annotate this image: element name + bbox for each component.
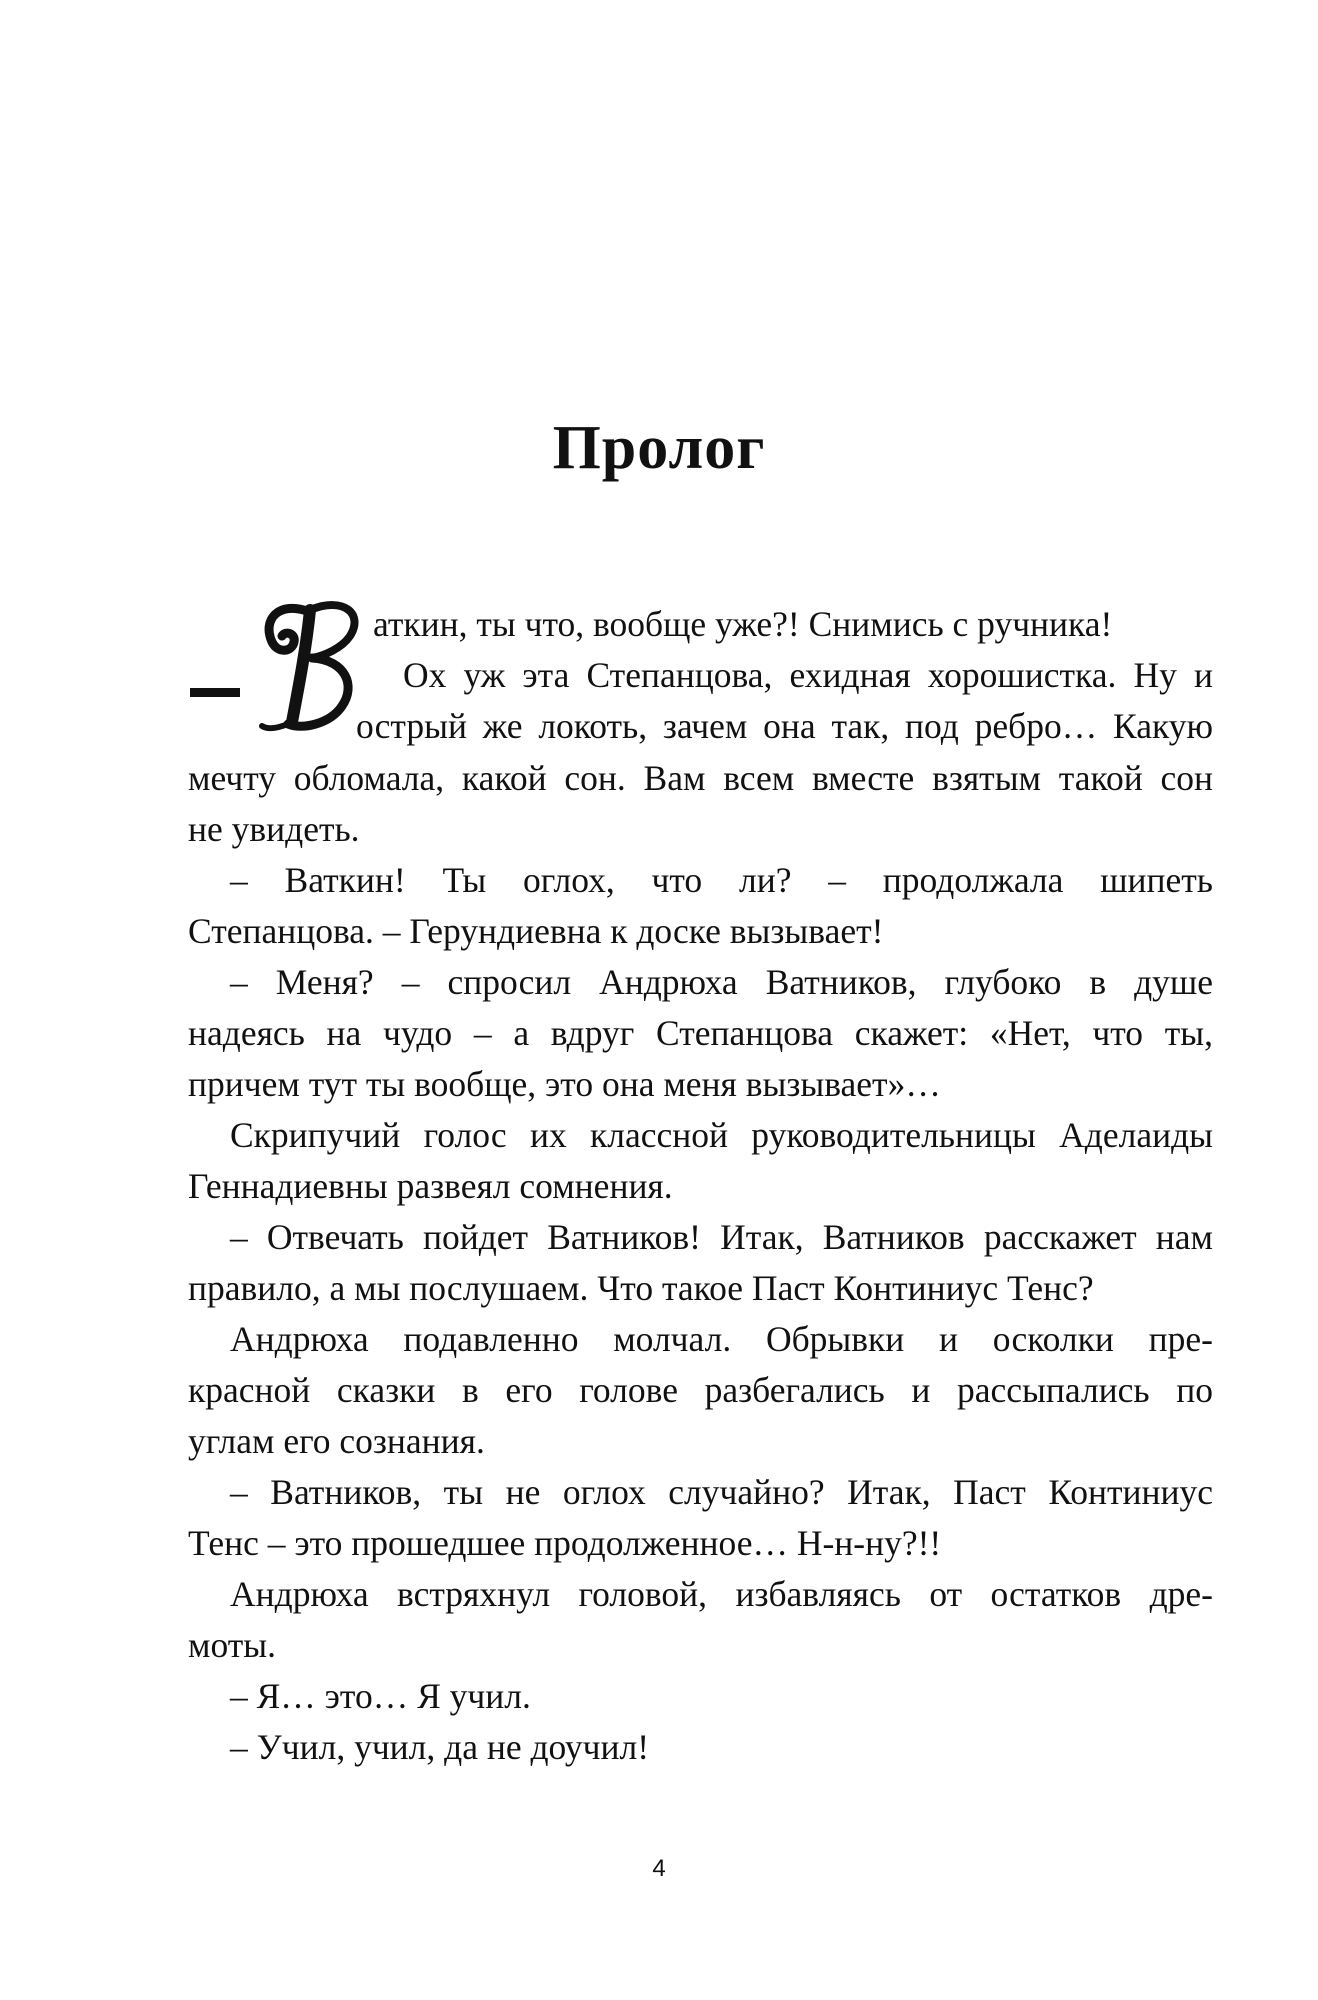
text-line: аткин, ты что, вообще уже?! Снимись с ручника! (373, 604, 1113, 644)
text-line: мечту обломала, какой сон. Вам всем вместе взятым такой сон (188, 758, 1213, 798)
text-line: – Ватников, ты не оглох случайно? Итак, Паст Континиус (230, 1472, 1213, 1512)
body-text (188, 753, 1213, 1773)
text-line: углам его сознания. (188, 1421, 485, 1461)
first-paragraph-wrap (188, 599, 1213, 752)
text-line: острый же локоть, зачем она так, под ребро… Какую (356, 706, 1213, 746)
text-line: моты. (188, 1625, 276, 1665)
text-line: Степанцова. – Герундиевна к доске вызывает! (188, 911, 884, 951)
text-line: правило, а мы послушаем. Что такое Паст Континиус Тенс? (188, 1268, 1094, 1308)
text-line: – Учил, учил, да не доучил! (230, 1727, 650, 1767)
text-line: – Я… это… Я учил. (230, 1676, 531, 1716)
text-line: – Меня? – спросил Андрюха Ватников, глубоко в душе (230, 962, 1213, 1002)
text-line: Андрюха встряхнул головой, избавляясь от остатков дре- (230, 1574, 1213, 1614)
text-line: Геннадиевны развеял сомнения. (188, 1166, 673, 1206)
text-line: Скрипучий голос их классной руководительницы Аделаиды (230, 1115, 1213, 1155)
text-line: Тенс – это прошедшее продолженное… Н-н-ну?!! (188, 1523, 942, 1563)
text-line: не увидеть. (188, 809, 360, 849)
text-line: – Ваткин! Ты оглох, что ли? – продолжала шипеть (230, 860, 1213, 900)
text-line: причем тут ты вообще, это она меня вызывает»… (188, 1064, 941, 1104)
text-line: красной сказки в его голове разбегались и рассыпались по (188, 1370, 1213, 1410)
text-line: надеясь на чудо – а вдруг Степанцова скажет: «Нет, что ты, (188, 1013, 1213, 1053)
text-line: Ох уж эта Степанцова, ехидная хорошистка. Ну и (403, 655, 1213, 695)
chapter-title: Пролог (552, 414, 766, 482)
text-line: Андрюха подавленно молчал. Обрывки и осколки пре- (230, 1319, 1213, 1359)
text-line: – Отвечать пойдет Ватников! Итак, Ватников расскажет нам (230, 1217, 1213, 1257)
page-number: 4 (652, 1855, 666, 1882)
